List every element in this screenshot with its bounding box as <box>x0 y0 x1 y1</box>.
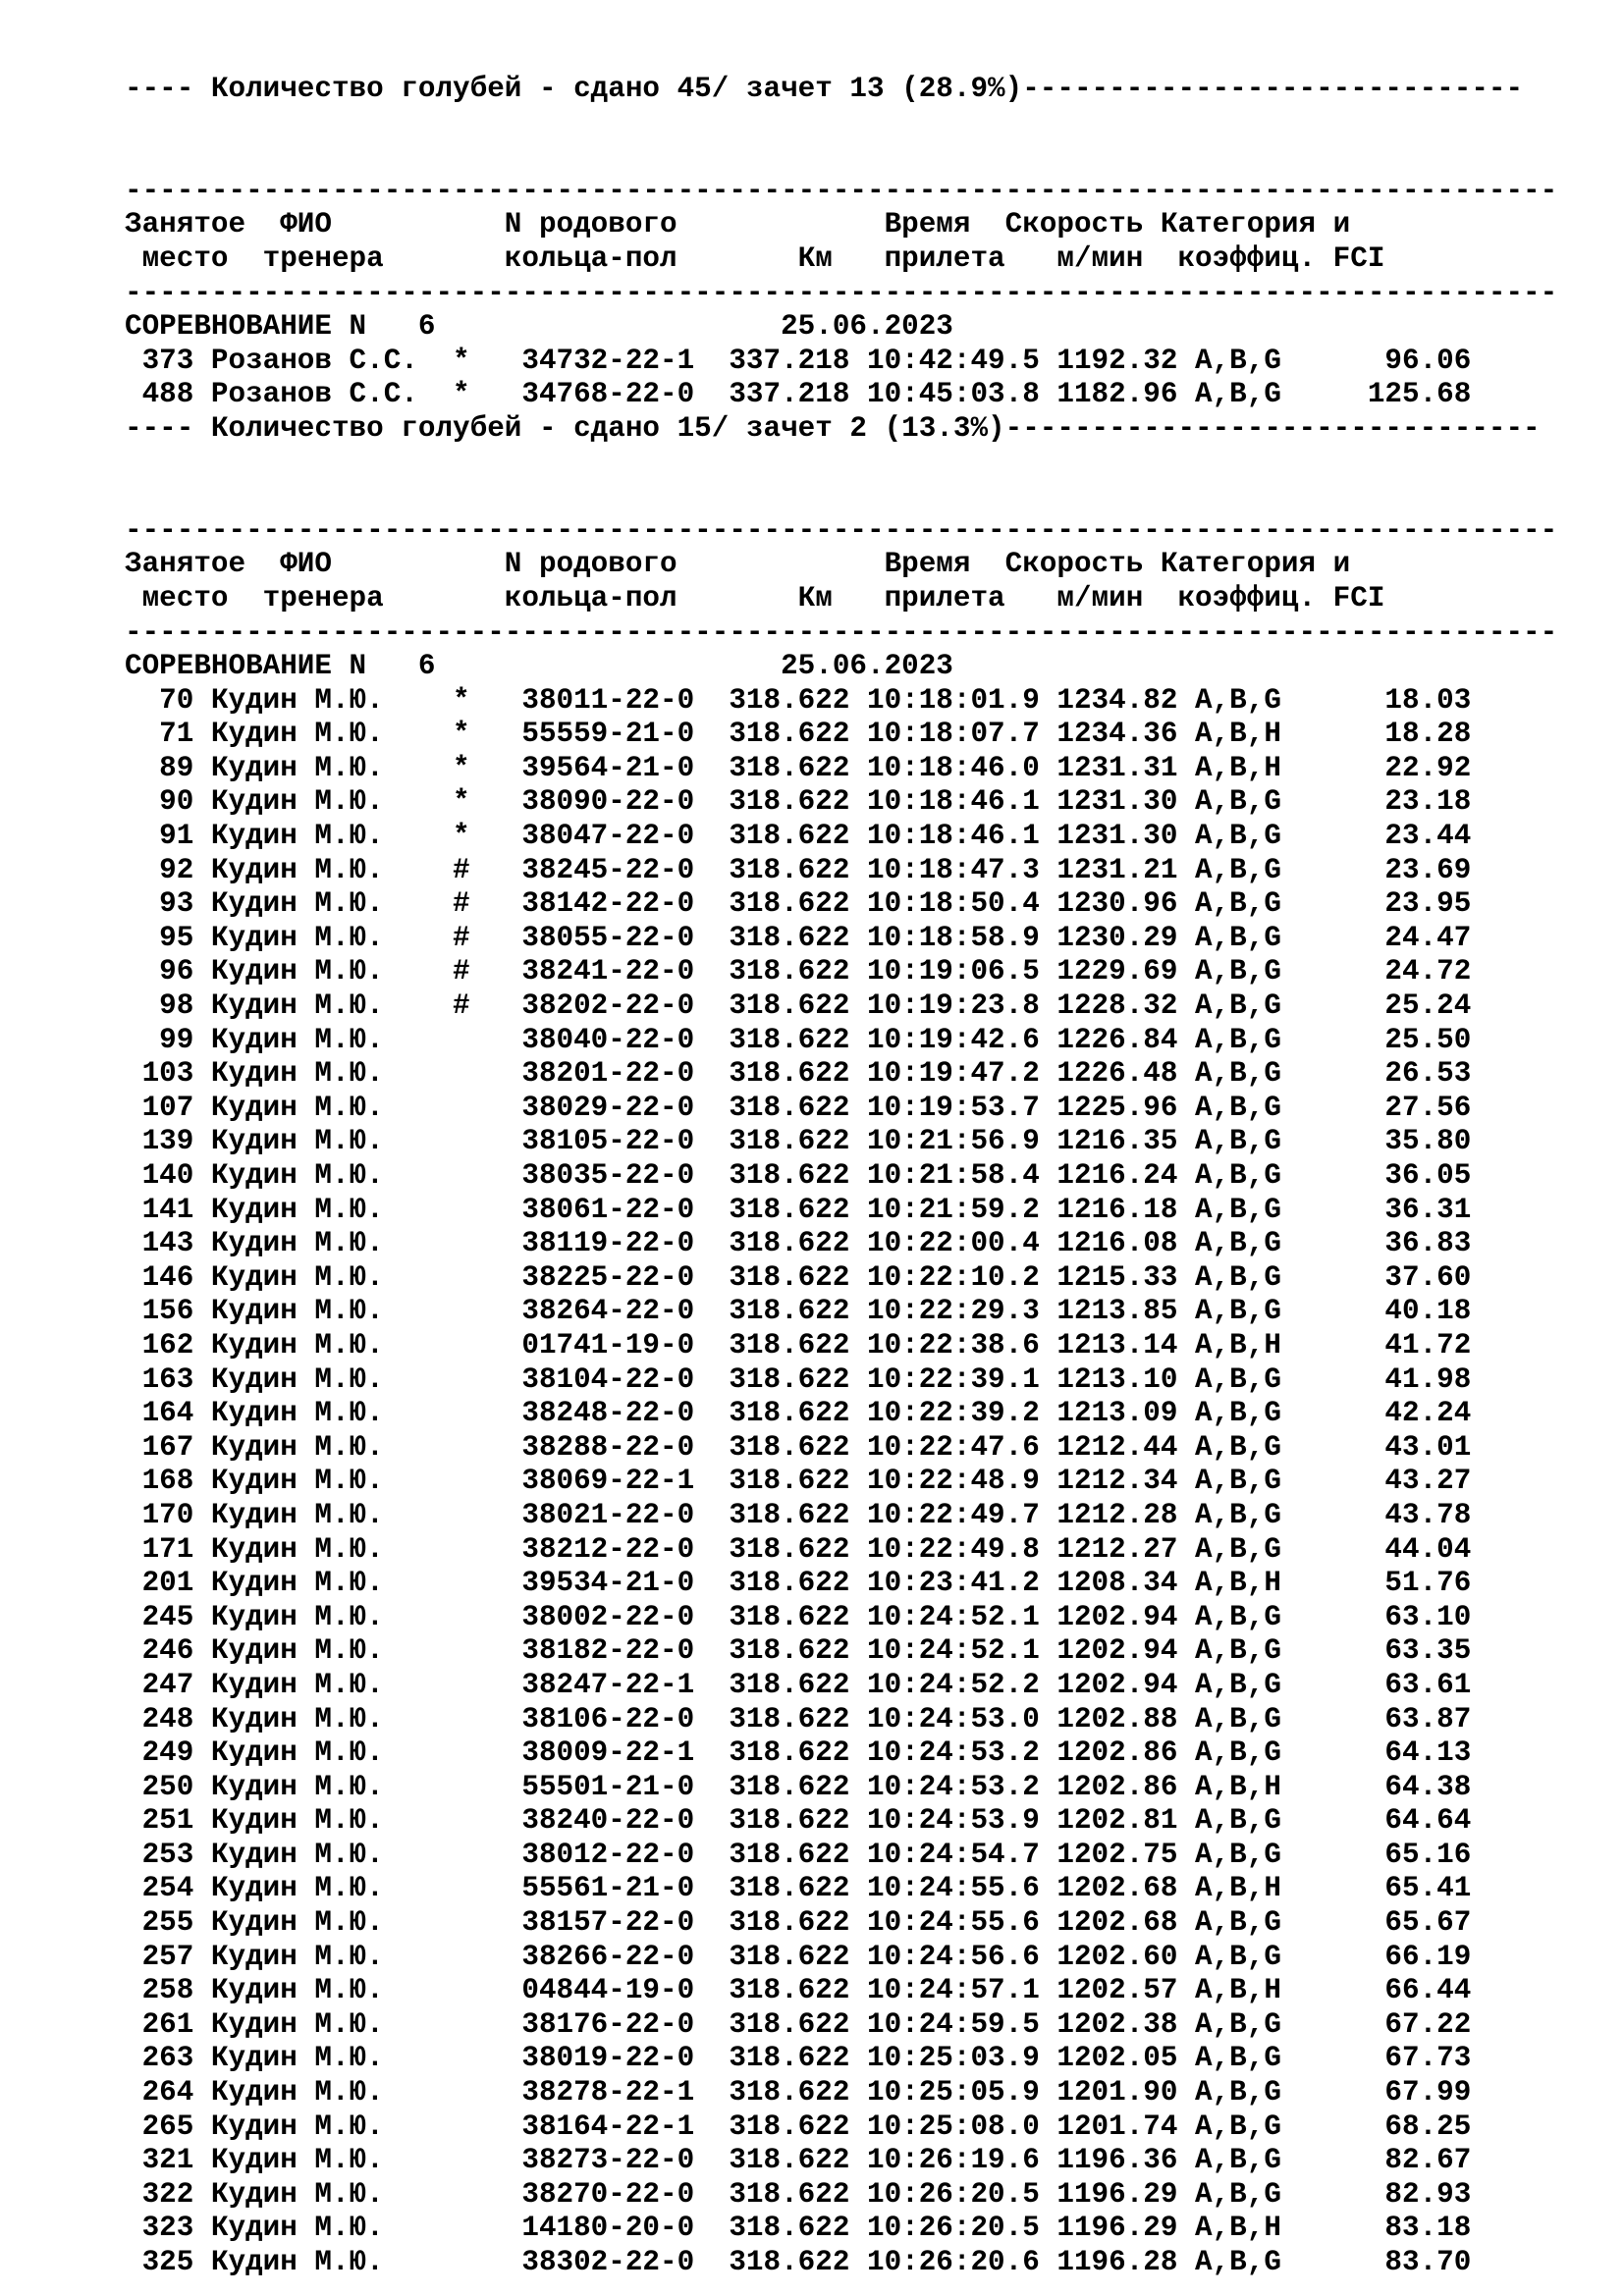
table-row: 107 Кудин М.Ю. 38029-22-0 318.622 10:19:53.7 1225.96 A,B,G 27.56 <box>125 1091 1472 1124</box>
table-row: 245 Кудин М.Ю. 38002-22-0 318.622 10:24:52.1 1202.94 A,B,G 63.10 <box>125 1600 1472 1633</box>
table-row: 71 Кудин М.Ю. * 55559-21-0 318.622 10:18:07.7 1234.36 A,B,H 18.28 <box>125 718 1472 751</box>
table-row: 92 Кудин М.Ю. # 38245-22-0 318.622 10:18:47.3 1231.21 A,B,G 23.69 <box>125 853 1472 886</box>
table-row: 139 Кудин М.Ю. 38105-22-0 318.622 10:21:56.9 1216.35 A,B,G 35.80 <box>125 1125 1472 1158</box>
table-row: 373 Розанов С.С. * 34732-22-1 337.218 10:42:49.5 1192.32 A,B,G 96.06 <box>125 344 1472 377</box>
table-row: 265 Кудин М.Ю. 38164-22-1 318.622 10:25:08.0 1201.74 A,B,G 68.25 <box>125 2109 1472 2143</box>
table-row: 250 Кудин М.Ю. 55501-21-0 318.622 10:24:53.2 1202.86 A,B,H 64.38 <box>125 1770 1472 1803</box>
table-row: 255 Кудин М.Ю. 38157-22-0 318.622 10:24:55.6 1202.68 A,B,G 65.67 <box>125 1906 1472 1940</box>
rule: ----------------------------------------------------------------------------------- <box>125 513 1558 547</box>
table-row: 91 Кудин М.Ю. * 38047-22-0 318.622 10:18:46.1 1231.30 A,B,G 23.44 <box>125 820 1472 853</box>
table-row: 264 Кудин М.Ю. 38278-22-1 318.622 10:25:05.9 1201.90 A,B,G 67.99 <box>125 2076 1472 2109</box>
header-line-1: Занятое ФИО N родового Время Скорость Категория и <box>125 548 1351 581</box>
table-row: 89 Кудин М.Ю. * 39564-21-0 318.622 10:18:46.0 1231.31 A,B,H 22.92 <box>125 751 1472 784</box>
table-row: 253 Кудин М.Ю. 38012-22-0 318.622 10:24:54.7 1202.75 A,B,G 65.16 <box>125 1838 1472 1871</box>
table-row: 70 Кудин М.Ю. * 38011-22-0 318.622 10:18:01.9 1234.82 A,B,G 18.03 <box>125 683 1472 717</box>
rule: ----------------------------------------------------------------------------------- <box>125 174 1558 207</box>
table-row: 201 Кудин М.Ю. 39534-21-0 318.622 10:23:41.2 1208.34 A,B,H 51.76 <box>125 1567 1472 1600</box>
header-line-1: Занятое ФИО N родового Время Скорость Категория и <box>125 208 1351 241</box>
table-row: 246 Кудин М.Ю. 38182-22-0 318.622 10:24:52.1 1202.94 A,B,G 63.35 <box>125 1634 1472 1668</box>
header-line-2: место тренера кольца-пол Км прилета м/мин коэффиц. FCI <box>125 581 1385 614</box>
table-row: 171 Кудин М.Ю. 38212-22-0 318.622 10:22:49.8 1212.27 A,B,G 44.04 <box>125 1532 1472 1566</box>
table-row: 143 Кудин М.Ю. 38119-22-0 318.622 10:22:00.4 1216.08 A,B,G 36.83 <box>125 1227 1472 1260</box>
competition-title: СОРЕВНОВАНИЕ N 6 25.06.2023 <box>125 650 953 683</box>
section-summary: ---- Количество голубей - сдано 15/ зачет 2 (13.3%)------------------------------- <box>125 411 1541 445</box>
table-row: 95 Кудин М.Ю. # 38055-22-0 318.622 10:18:58.9 1230.29 A,B,G 24.47 <box>125 921 1472 954</box>
table-row: 251 Кудин М.Ю. 38240-22-0 318.622 10:24:53.9 1202.81 A,B,G 64.64 <box>125 1804 1472 1838</box>
table-row: 325 Кудин М.Ю. 38302-22-0 318.622 10:26:20.6 1196.28 A,B,G 83.70 <box>125 2246 1472 2278</box>
table-row: 488 Розанов С.С. * 34768-22-0 337.218 10:45:03.8 1182.96 A,B,G 125.68 <box>125 378 1472 411</box>
header-line-2: место тренера кольца-пол Км прилета м/мин коэффиц. FCI <box>125 241 1385 275</box>
table-row: 141 Кудин М.Ю. 38061-22-0 318.622 10:21:59.2 1216.18 A,B,G 36.31 <box>125 1193 1472 1226</box>
table-row: 258 Кудин М.Ю. 04844-19-0 318.622 10:24:57.1 1202.57 A,B,H 66.44 <box>125 1974 1472 2007</box>
table-row: 146 Кудин М.Ю. 38225-22-0 318.622 10:22:10.2 1215.33 A,B,G 37.60 <box>125 1260 1472 1294</box>
table-row: 248 Кудин М.Ю. 38106-22-0 318.622 10:24:53.0 1202.88 A,B,G 63.87 <box>125 1702 1472 1735</box>
table-row: 167 Кудин М.Ю. 38288-22-0 318.622 10:22:47.6 1212.44 A,B,G 43.01 <box>125 1430 1472 1464</box>
table-row: 156 Кудин М.Ю. 38264-22-0 318.622 10:22:29.3 1213.85 A,B,G 40.18 <box>125 1295 1472 1328</box>
results-page <box>125 73 1597 2280</box>
summary-top: ---- Количество голубей - сдано 45/ зачет 13 (28.9%)----------------------------- <box>125 73 1524 105</box>
rule: ----------------------------------------------------------------------------------- <box>125 615 1558 649</box>
rule: ----------------------------------------------------------------------------------- <box>125 276 1558 309</box>
table-row: 322 Кудин М.Ю. 38270-22-0 318.622 10:26:20.5 1196.29 A,B,G 82.93 <box>125 2177 1472 2211</box>
table-row: 96 Кудин М.Ю. # 38241-22-0 318.622 10:19:06.5 1229.69 A,B,G 24.72 <box>125 955 1472 988</box>
table-row: 162 Кудин М.Ю. 01741-19-0 318.622 10:22:38.6 1213.14 A,B,H 41.72 <box>125 1328 1472 1362</box>
table-row: 140 Кудин М.Ю. 38035-22-0 318.622 10:21:58.4 1216.24 A,B,G 36.05 <box>125 1159 1472 1192</box>
table-row: 99 Кудин М.Ю. 38040-22-0 318.622 10:19:42.6 1226.84 A,B,G 25.50 <box>125 1023 1472 1056</box>
table-row: 249 Кудин М.Ю. 38009-22-1 318.622 10:24:53.2 1202.86 A,B,G 64.13 <box>125 1736 1472 1770</box>
table-row: 103 Кудин М.Ю. 38201-22-0 318.622 10:19:47.2 1226.48 A,B,G 26.53 <box>125 1057 1472 1091</box>
table-row: 321 Кудин М.Ю. 38273-22-0 318.622 10:26:19.6 1196.36 A,B,G 82.67 <box>125 2144 1472 2177</box>
table-row: 163 Кудин М.Ю. 38104-22-0 318.622 10:22:39.1 1213.10 A,B,G 41.98 <box>125 1362 1472 1396</box>
table-row: 247 Кудин М.Ю. 38247-22-1 318.622 10:24:52.2 1202.94 A,B,G 63.61 <box>125 1668 1472 1701</box>
table-row: 261 Кудин М.Ю. 38176-22-0 318.622 10:24:59.5 1202.38 A,B,G 67.22 <box>125 2007 1472 2041</box>
table-row: 257 Кудин М.Ю. 38266-22-0 318.622 10:24:56.6 1202.60 A,B,G 66.19 <box>125 1940 1472 1973</box>
table-row: 90 Кудин М.Ю. * 38090-22-0 318.622 10:18:46.1 1231.30 A,B,G 23.18 <box>125 785 1472 819</box>
table-row: 254 Кудин М.Ю. 55561-21-0 318.622 10:24:55.6 1202.68 A,B,H 65.41 <box>125 1872 1472 1905</box>
table-row: 98 Кудин М.Ю. # 38202-22-0 318.622 10:19:23.8 1228.32 A,B,G 25.24 <box>125 989 1472 1023</box>
table-row: 93 Кудин М.Ю. # 38142-22-0 318.622 10:18:50.4 1230.96 A,B,G 23.95 <box>125 887 1472 921</box>
table-row: 164 Кудин М.Ю. 38248-22-0 318.622 10:22:39.2 1213.09 A,B,G 42.24 <box>125 1397 1472 1430</box>
table-row: 168 Кудин М.Ю. 38069-22-1 318.622 10:22:48.9 1212.34 A,B,G 43.27 <box>125 1465 1472 1498</box>
table-row: 170 Кудин М.Ю. 38021-22-0 318.622 10:22:49.7 1212.28 A,B,G 43.78 <box>125 1498 1472 1531</box>
table-row: 323 Кудин М.Ю. 14180-20-0 318.622 10:26:20.5 1196.29 A,B,H 83.18 <box>125 2212 1472 2245</box>
table-row: 263 Кудин М.Ю. 38019-22-0 318.622 10:25:03.9 1202.05 A,B,G 67.73 <box>125 2042 1472 2075</box>
competition-title: СОРЕВНОВАНИЕ N 6 25.06.2023 <box>125 310 953 344</box>
